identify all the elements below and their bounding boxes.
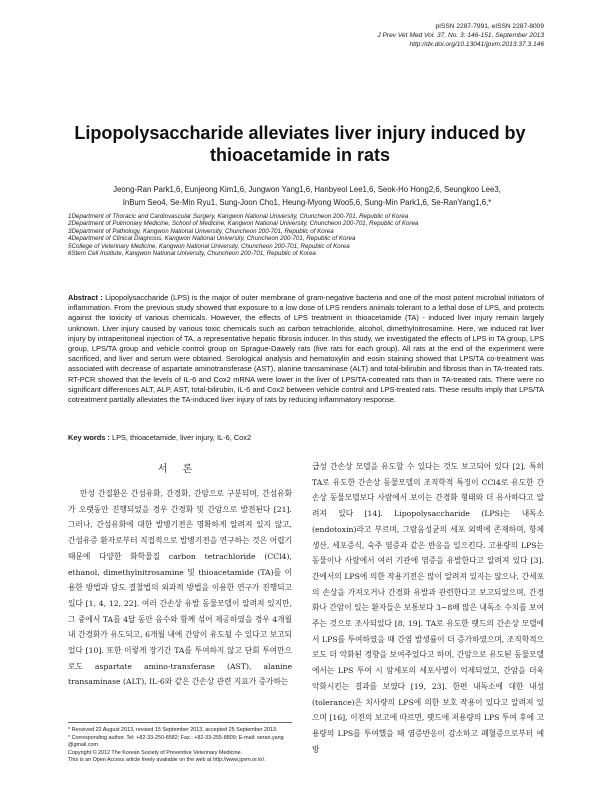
authors-line-2: InBum Seo4, Se-Min Ryu1, Sung-Joon Cho1, Heung-Myong Woo5,6, Sung-Min Park1,6, Se-RanYang1,6,* (122, 198, 492, 207)
abstract (68, 293, 544, 405)
footnote-open-access: This is an Open Access article freely available on the web at http://www.jpvm.or.kr/. (68, 757, 266, 764)
footnote-divider (68, 722, 292, 723)
title-line-2: thioacetamide in rats (209, 145, 391, 165)
footnote-email: @gmail.com (68, 742, 99, 749)
footnotes (68, 727, 298, 765)
paper-title (60, 122, 540, 166)
affiliation-6: 6Stem Cell Institute, Kangwon National University, Chuncheon 200-701, Republic of Korea (68, 250, 316, 258)
footnote-received: * Received 22 August 2013, revised 15 September 2013, accepted 25 September 2013. (68, 727, 278, 733)
body-column-right: 급성 간손상 모델을 유도할 수 있다는 것도 보고되어 있다 [2]. 특히 TA로 유도한 간손상 동물모델의 조직학적 특징이 CCl4로 유도한 간손상 동물모델보다 사람에서 보이는 간경화 형태와 더 유사하다고 알려져 있다 [14]. Lipopolysaccharide (LPS)는 내독소 (endotoxin)라고 부르며, 그람음성균의 세포 외벽에 존재하며, 항체 생산, 세포증식, 숙주 염증과 같은 반응을 일으킨다. 고용량의 LPS는 동물이나 사람에서 여러 기관에 염증을 유발한다고 알려져 있다 [3]. 간에서의 LPS에 의한 작용기전은 많이 알려져 있지는 않으나, 간세포의 손상을 가져오거나 간경화 유발과 관련한다고 보고되었으며, 간경화나 간암이 있는 환자들은 보통보다 3~8배 많은 내독소 수치를 보여주는 것으로 조사되었다 [8, 19]. TA로 유도한 랫드의 간손상 모델에서 LPS를 투여하였을 때 간염 발생률이 더 증가하였으며, 조직학적으로도 더 악화된 경향을 보여주었다고 하며, 간암으로 유도된 동물모델에서는 LPS 투여 시 암세포의 세포사멸이 억제되었고, 간암을 더욱 악화시킨는 결과를 보였다 [19, 23]. 한편 내독소에 대한 내성 (tolerance)은 치사량의 LPS에 의한 보호 작용이 있다고 알려져 있으며 [16], 이전의 보고에 따르면, 랫드에 저용량의 LPS 투여 후에 고용량의 LPS를 투여했을 때 염증반응이 감소하고 폐혈증으로부터 예방 (312, 462, 544, 754)
journal-header (377, 22, 544, 49)
doi[interactable]: http://dx.doi.org/10.13041/jpvm.2013.37.3.146 (409, 41, 544, 48)
keywords (68, 433, 544, 443)
body-column-left: 만성 간질환은 간섬유화, 간경화, 간암으로 구분되며, 간섬유화가 오랫동안 진행되었을 경우 간경화 및 간암으로 발전된다 [21]. 그러나, 간섬유화에 대한 발병기전은 명확하게 알려져 있지 않고, 간섬유증 환자로부터 직접적으로 발병기전을 연구하는 것은 어렵기 때문에 다양한 화학물질 carbon tetrachloride (CCl4), ethanol, dimethylnitrosamine 및 thioacetamide (TA)를 이용한 방법과 담도 결찰법의 외과적 방법을 이용한 연구가 진행되고 있다 [1, 4, 12, 22]. 여러 간손상 유발 동물모델이 알려져 있지만, 그 중에서 TA를 4달 동안 음수와 함께 섞어 제공하였을 경우 4개월 내 간경화가 유도되고, 6개월 내에 간암이 유도될 수 있다고 보고되었다 [10]. 또한 이렇게 장기간 TA를 투여하지 않고 단회 투여만으로도 aspartate amino-transferase (AST), alanine transaminase (ALT), IL-6와 같은 간손상 관련 지표가 증가하는 (68, 489, 292, 687)
affiliation-2: 2Department of Pulmonary Medicine, School of Medicine, Kangwon National University, Chuncheon 200-701, Republic of Korea (68, 220, 419, 228)
affiliation-3: 3Department of Pathology, Kangwon National University, Chuncheon 200-701, Republic of Korea (68, 227, 334, 235)
abstract-label: Abstract : (68, 293, 103, 302)
affiliation-4: 4Department of Clinical Diagnosis, Kangwon National University, Chuncheon 200-701, Republic of Korea (68, 235, 356, 243)
keywords-label: Key words : (68, 433, 110, 442)
affiliation-5: 5College of Veterinary Medicine, Kangwon National University, Chuncheon 200-701, Republic of Korea (68, 242, 350, 250)
issn: pISSN 2287-7991, eISSN 2287-8009 (435, 23, 544, 30)
keywords-text: LPS, thioacetamide, liver injury, IL-6, Cox2 (111, 433, 252, 442)
citation: J Prev Vet Med Vol. 37, No. 3: 146-151, September 2013 (377, 32, 544, 39)
footnote-corresponding: * Corresponding author. Tel: +82-33-250-8582; Fax.: +82-33-255-8809; E-mail: seran.yang (68, 734, 284, 741)
authors-line-1: Jeong-Ran Park1,6, Eunjeong Kim1,6, Jungwon Yang1,6, Hanbyeol Lee1,6, Seok-Ho Hong2,6, Seungkoo Lee3, (113, 185, 501, 194)
section-title: 서 론 (157, 464, 199, 475)
affiliations (68, 213, 544, 257)
author-list (70, 183, 544, 209)
abstract-text: Lipopolysaccharide (LPS) is the major of outer membrane of gram-negative bacteria and one of the most potent microbial initiators of inflammation. From the previous study showed that exposure to a low dose of LPS renders animals tolerant to a lethal dose of LPS, and protects against the toxicity of various chemicals. However, the effects of LPS treatment in thioacetamide (TA) - induced liver injury remain largely unknown. Liver injury caused by various toxic chemicals such as carbon tetrachloride, alcohol, dimethylnitrosamine. Here, we induced rat liver injury by intraperitoneal injection of TA, a representative hepatic fibrosis inducer. In this study, we investigated the effects of LPS in TA group, LPS group, LPS/TA group and vehicle control group on Sprague-Dawely rats (five rats for each group). All rats at the end of the experiment were sacrificed, and liver and serum were obtained. Serological analysis and hematoxylin and eosin staining showed that LPS/TA co-treatment was associated with decrease of aspartate aminotransferase (AST), alanine transaminase (ALT) and total-bilirubin and fibrosis than in TA-treated rats. RT-PCR showed that the levels of IL-6 and Cox2 mRNA were lower in the liver of LPS/TA-cotreated rats than in TA-treated rats. There were no significant differences ALT, ALP, AST, total-bilirubin, IL-6 and Cox2 between vehicle control and LPS-treated rats. These results imply that LPS/TA cotreatment partially alleviates the TA-induced liver injury of rats by reducing inflammatory response. (68, 293, 545, 405)
footnote-copyright: Copyright © 2012 The Korean Society of Preventive Veterinary Medicine. (68, 749, 243, 756)
affiliation-1: 1Department of Thoracic and Cardiovascular Surgery, Kangwon National University, Chuncheon 200-701, Republic of Korea (68, 213, 409, 220)
title-line-1: Lipopolysaccharide alleviates liver injury induced by (74, 123, 526, 143)
